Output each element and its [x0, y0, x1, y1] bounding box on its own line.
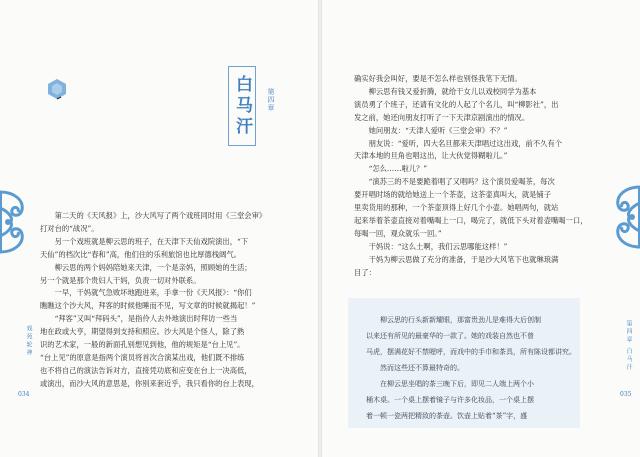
excerpt-line: 着一顿一瓷两把精致的茶壶。饮壶上贴着“茶”字，盛	[366, 412, 528, 420]
newspaper-excerpt-box	[348, 298, 580, 428]
excerpt-line: 然而这些还不算最特奇的。	[380, 364, 464, 372]
side-running-title: 戏苑轮神	[25, 325, 32, 357]
paragraph: 地在政或大亨，期望得到支持和照应。沙大风是个怪人，除了熟	[40, 327, 245, 337]
paragraph: 天仙”的档次比“春和”高，他们住的乐利旅馆也比厚德栈阔气。	[40, 249, 241, 259]
side-running-title: 第四章 白马汗	[625, 320, 632, 372]
paragraph: 她问朋友：“天津人爱听《三堂会审》不？”	[368, 125, 508, 135]
paragraph: 干妈为柳云思做了充分的准备，于是沙大风笔下也就琳琅满	[368, 254, 559, 264]
paragraph: 目了：	[354, 267, 376, 277]
chapter-title: 白马汗	[228, 66, 256, 146]
hexagon-ornament-icon	[46, 78, 68, 100]
paragraph: 打对台的“战况”。	[40, 223, 99, 233]
paragraph: 每喝一回，观众就乐一回。”	[354, 228, 442, 238]
paragraph: 第二天的《天风报》上，沙大风写了两个戏班同时用《三堂会审》	[54, 211, 267, 220]
cloud-ornament-icon	[0, 190, 30, 254]
excerpt-line: 以来还有所见的最豪华的一款了。她的戏装自然也不曾	[366, 332, 534, 340]
paragraph: “台上见”的原意是指两个演员将首次合演某出戏，他们既不排练	[40, 352, 245, 362]
paragraph: 也不将自己的演法告诉对方，直接凭功底和应变在台上一决高低，	[40, 365, 252, 375]
paragraph: 干妈说：“这么土啊，我们云思哪能这样！”	[368, 241, 508, 251]
paragraph: 发之前，她还向朋友打听了一下天津京剧演出的情况。	[354, 112, 530, 122]
paragraph: 另一个戏班就是柳云思的班子，在天津下天仙戏院演出，“下	[54, 236, 249, 246]
paragraph: 柳云思有钱又爱折腾，就给干女儿以戏校同学为基本	[368, 86, 537, 96]
excerpt-line: 在柳云思坐唱的茶三晚下后，即见二人端上两个小	[380, 380, 534, 388]
paragraph: 一早，干妈就气急败坏地跑进来，手拿一份《天风报》：“你们	[54, 288, 252, 298]
paragraph: 或演出，而沙大风的意思是，你别来套近乎，我只看你的台上表现，	[40, 378, 259, 388]
excerpt-line: 马虎，摆满花好不禁喔呼，而戏中的手巾和茶具，所有陈设都讲究。	[366, 348, 576, 356]
paragraph: 天津本地的旦角也唱这出，让大伙觉得糊啦儿。”	[354, 151, 508, 161]
cloud-ornament-icon	[610, 185, 640, 249]
page-number: 034	[18, 391, 30, 398]
paragraph: “演苏三的不是要跪着唱了又唱吗？这个演员爱喝茶，每次	[368, 177, 555, 187]
chapter-label: 第四章	[267, 88, 275, 112]
paragraph: “怎么……啦儿？”	[368, 164, 428, 174]
paragraph: 朋友说：“爱听，四大名旦都来天津唱过这出戏，前不久有个	[368, 138, 563, 148]
paragraph: 里卖货用的那种，一个茶壶顶得上好几个小壶。她唱两句，就站	[354, 203, 559, 213]
right-body-text	[354, 73, 602, 280]
excerpt-line: 桶木桌。一个桌上摆着镜子与许多化妆品，一个桌上摆	[366, 396, 534, 404]
paragraph: 柳云思的两个妈妈陪她来天津，一个是亲妈，照顾她的生活；	[54, 262, 252, 272]
excerpt-text	[366, 312, 576, 424]
paragraph: “拜客”又叫“拜码头”，是指伶人去外地演出时拜访一些当	[54, 314, 238, 324]
paragraph: 确实好我会叫好，要是不怎么样也别怪我笔下无情。	[354, 74, 522, 83]
paragraph: 另一个就是那个贵妇人干妈，负责一切对外联系。	[40, 275, 201, 285]
excerpt-line: 柳云思的行头新新耀眼，那富贵劲儿是难得大后创制	[380, 316, 541, 324]
paragraph: 演员勇了个班子，还请有文化的人起了个名儿，叫“柳影社”，出	[354, 99, 559, 109]
paragraph: 起来举着茶壶直接对着嘴喝上一口，喝完了，就低下头对着壶嘴喝一口，	[354, 215, 588, 225]
page-number: 035	[620, 391, 632, 398]
left-body-text	[40, 210, 280, 391]
left-page	[0, 0, 318, 457]
paragraph: 识的艺术家，一般的新面孔别想见到他，他的规矩是“台上见”。	[40, 340, 245, 350]
paragraph: 要开唱时场的就给她送上一个茶壶，这茶壶真叫大，就是铺子	[354, 190, 552, 200]
paragraph: 瞧瞧这个沙大风，拜客的时候他睡而不见，写文章的时候就揭起！”	[40, 301, 256, 311]
right-page	[322, 0, 640, 457]
